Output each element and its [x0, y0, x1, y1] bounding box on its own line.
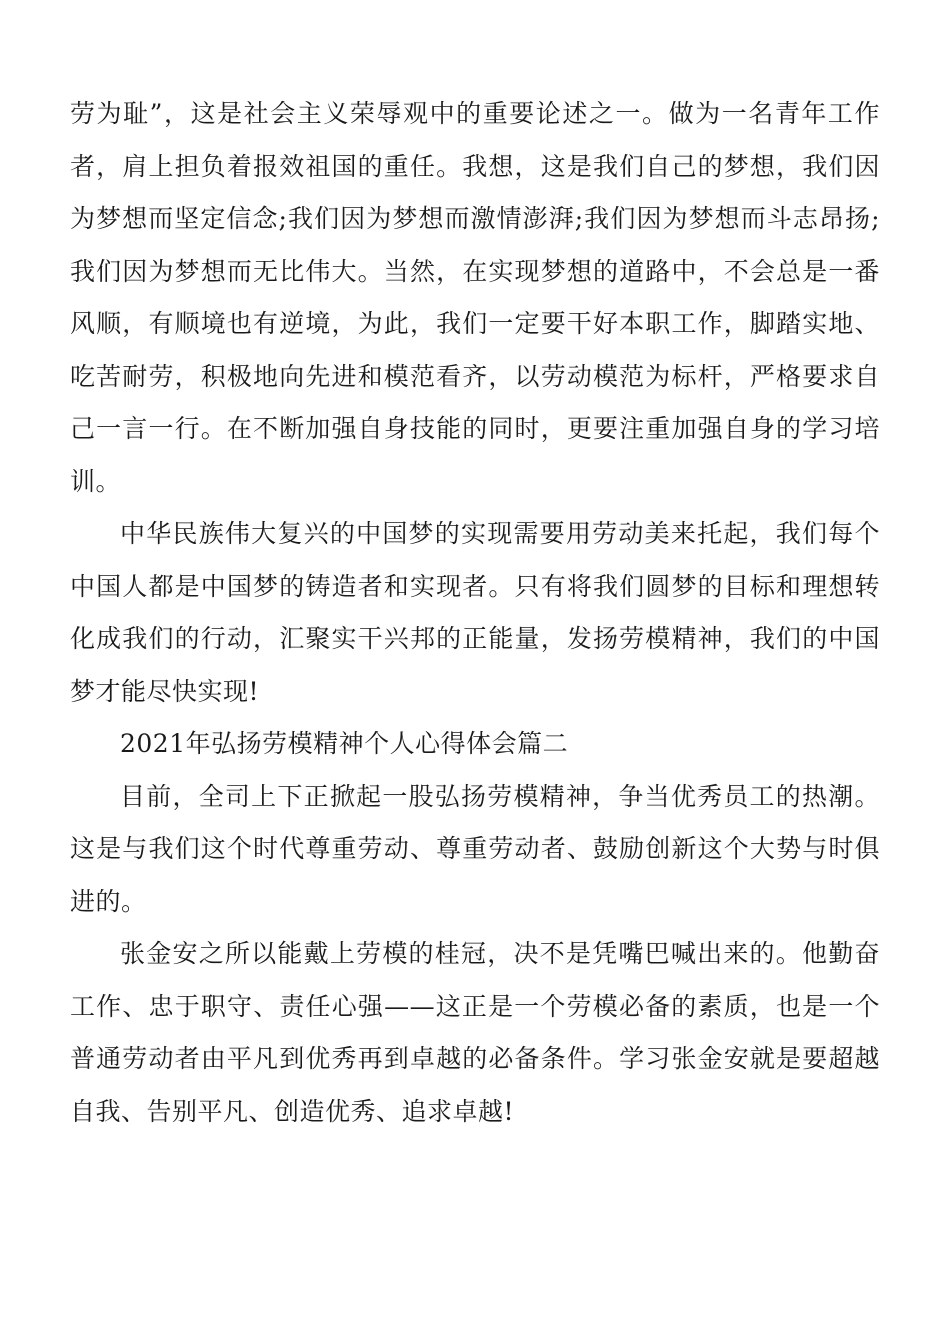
section-heading: 2021年弘扬劳模精神个人心得体会篇二	[120, 729, 569, 758]
paragraph-continuation: 劳为耻”，这是社会主义荣辱观中的重要论述之一。做为一名青年工作者，肩上担负着报效祖国的重任。我想，这是我们自己的梦想，我们因为梦想而坚定信念;我们因为梦想而激情澎湃;我们因为梦想而斗志昂扬;我们因为梦想而无比伟大。当然，在实现梦想的道路中，不会总是一番风顺，有顺境也有逆境，为此，我们一定要干好本职工作，脚踏实地、吃苦耐劳，积极地向先进和模范看齐，以劳动模范为标杆，严格要求自己一言一行。在不断加强自身技能的同时，更要注重加强自身的学习培训。	[70, 99, 880, 496]
paragraph-chinese-dream: 中华民族伟大复兴的中国梦的实现需要用劳动美来托起，我们每个中国人都是中国梦的铸造者和实现者。只有将我们圆梦的目标和理想转化成我们的行动，汇聚实干兴邦的正能量，发扬劳模精神，我们的中国梦才能尽快实现!	[70, 519, 880, 706]
paragraph-zhang-jinan: 张金安之所以能戴上劳模的桂冠，决不是凭嘴巴喊出来的。他勤奋工作、忠于职守、责任心强——这正是一个劳模必备的素质，也是一个普通劳动者由平凡到优秀再到卓越的必备条件。学习张金安就是要超越自我、告别平凡、创造优秀、追求卓越!	[70, 939, 880, 1126]
document-page	[70, 88, 880, 1138]
paragraph-company-trend: 目前，全司上下正掀起一股弘扬劳模精神，争当优秀员工的热潮。这是与我们这个时代尊重劳动、尊重劳动者、鼓励创新这个大势与时俱进的。	[70, 781, 880, 916]
